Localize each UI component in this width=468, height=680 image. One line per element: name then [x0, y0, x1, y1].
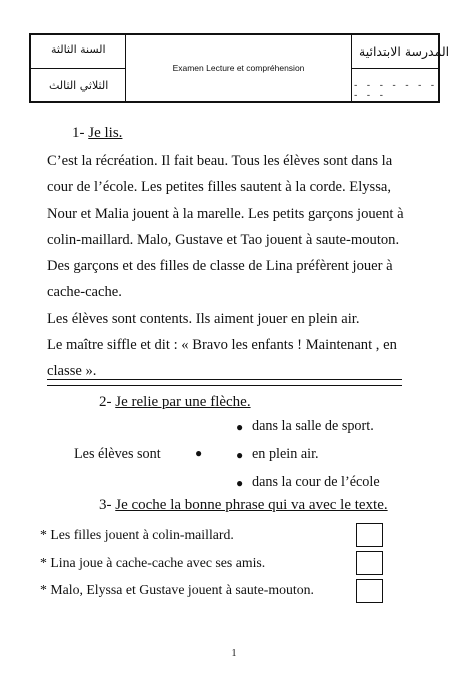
match-left-dot: ●	[195, 446, 203, 460]
section1-number: 1-	[72, 125, 85, 141]
section3-heading	[99, 497, 388, 514]
match-dot: ●	[236, 420, 244, 434]
section2-number: 2-	[99, 394, 112, 410]
section3-number: 3-	[99, 497, 112, 513]
page-number: 1	[231, 648, 237, 659]
grade-label: السنة الثالثة	[51, 43, 106, 56]
school-name-blank: - - - - - - - - - -	[353, 81, 437, 101]
text-line: Des garçons et des filles de classe de Lina préfèrent jouer à	[47, 258, 393, 275]
match-left-label: Les élèves sont	[74, 446, 161, 462]
reading-text	[47, 148, 427, 385]
text-line: Le maître siffle et dit : « Bravo les enfants ! Maintenant , en	[47, 337, 397, 354]
header-table	[29, 33, 450, 103]
term-label: الثلاثي الثالث	[49, 79, 109, 92]
separator-line-bottom	[47, 385, 402, 386]
match-dot: ●	[236, 476, 244, 490]
match-choice-2: en plein air.	[252, 446, 319, 462]
statement-1: * Les filles jouent à colin-maillard.	[40, 527, 234, 542]
checkbox-2[interactable]	[356, 551, 383, 575]
checkbox-3[interactable]	[356, 579, 383, 603]
section3-title: Je coche la bonne phrase qui va avec le texte.	[115, 497, 388, 513]
exam-title: Examen Lecture et compréhension	[172, 63, 305, 73]
section2-heading	[99, 394, 251, 411]
header-right-split	[351, 68, 438, 69]
match-dot: ●	[236, 448, 244, 462]
text-line: colin-maillard. Malo, Gustave et Tao jouent à saute-mouton.	[47, 231, 400, 248]
text-line: Nour et Malia jouent à la marelle. Les petits garçons jouent à	[47, 205, 404, 222]
statement-3: * Malo, Elyssa et Gustave jouent à saute-mouton.	[40, 582, 314, 597]
separator-line-top	[47, 379, 402, 380]
section1-title: Je lis.	[88, 125, 123, 141]
text-line: Les élèves sont contents. Ils aiment jouer en plein air.	[47, 310, 360, 327]
section1-heading	[72, 125, 122, 142]
checkbox-1[interactable]	[356, 523, 383, 547]
match-choice-3: dans la cour de l’école	[252, 474, 380, 490]
text-line: classe ».	[47, 363, 97, 380]
text-line: cache-cache.	[47, 284, 122, 301]
text-line: C’est la récréation. Il fait beau. Tous les élèves sont dans la	[47, 153, 393, 169]
text-line: cour de l’école. Les petites filles sautent à la corde. Elyssa,	[47, 179, 392, 196]
header-left-split	[31, 68, 125, 69]
school-label: المدرسة الابتدائية	[359, 44, 450, 59]
statement-2: * Lina joue à cache-cache avec ses amis.	[40, 555, 266, 570]
match-choice-1: dans la salle de sport.	[252, 418, 374, 434]
section2-title: Je relie par une flèche.	[115, 394, 251, 410]
